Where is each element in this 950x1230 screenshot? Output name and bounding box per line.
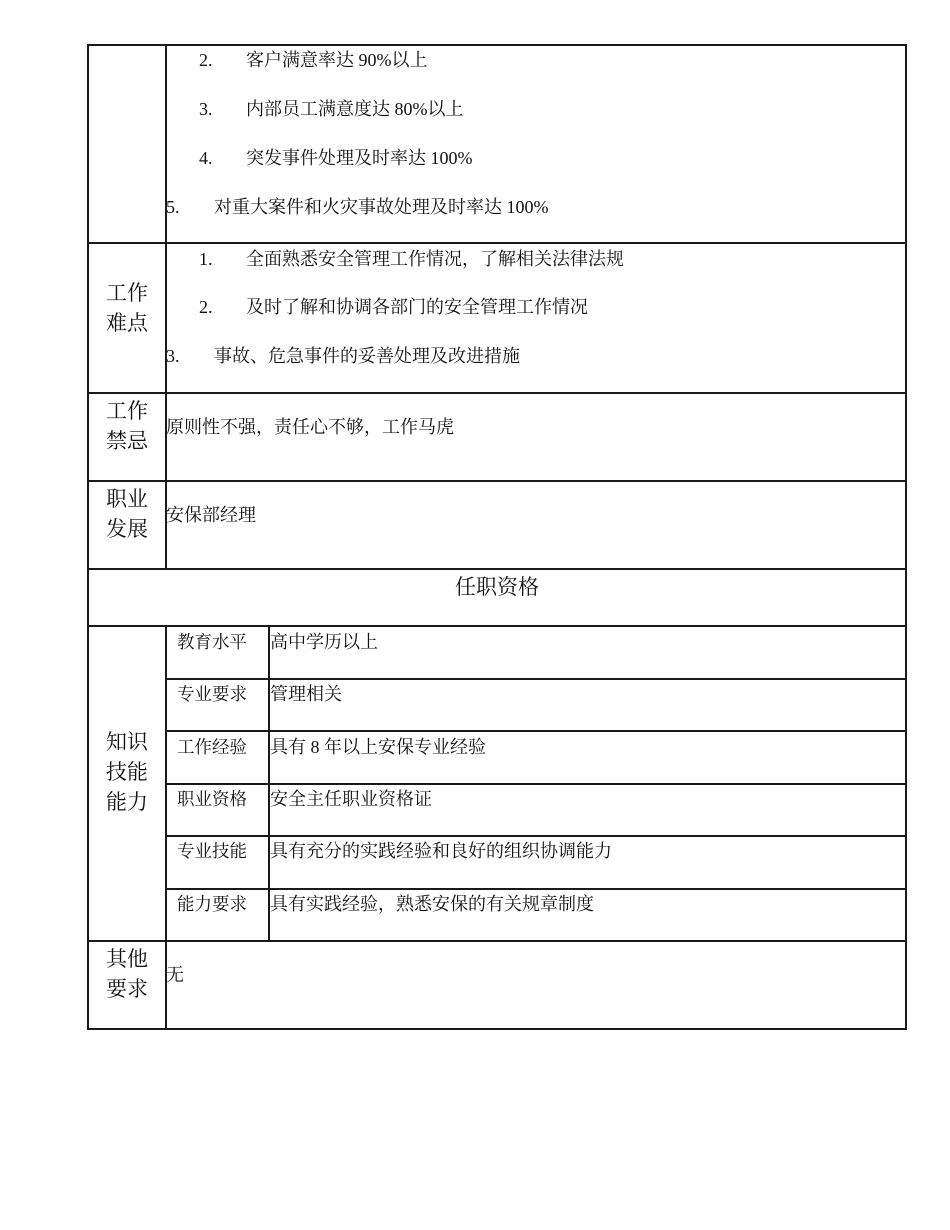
section-label-knowledge-skills: 知识技能能力: [106, 730, 148, 814]
list-item-number: 5.: [166, 197, 180, 217]
sub-row-divider: [165, 730, 907, 732]
sub-row-divider: [165, 835, 907, 837]
row-divider: [87, 940, 907, 942]
section-label-other: 其他要求: [106, 947, 148, 1001]
qualification-label: 专业技能: [177, 841, 247, 861]
list-item-number: 3.: [199, 99, 213, 119]
qualification-value: 管理相关: [270, 684, 342, 704]
qualification-value: 具有 8 年以上安保专业经验: [270, 737, 486, 757]
list-item-text: 事故、危急事件的妥善处理及改进措施: [214, 346, 520, 366]
list-item-number: 4.: [199, 148, 213, 168]
qualification-value: 具有实践经验，熟悉安保的有关规章制度: [270, 894, 594, 914]
list-item-number: 1.: [199, 249, 213, 269]
list-item-number: 3.: [166, 346, 180, 366]
list-item-number: 2.: [199, 297, 213, 317]
row-divider: [87, 480, 907, 482]
sub-row-divider: [165, 783, 907, 785]
row-divider: [87, 625, 907, 627]
other-text: 无: [166, 965, 184, 985]
list-item-text: 客户满意率达 90%以上: [246, 50, 428, 70]
list-item-text: 对重大案件和火灾事故处理及时率达 100%: [214, 197, 549, 217]
section-label-difficulties: 工作难点: [106, 281, 148, 335]
label-column-divider: [165, 44, 167, 570]
row-divider: [87, 242, 907, 244]
taboos-text: 原则性不强，责任心不够，工作马虎: [166, 417, 454, 437]
section-label-taboos: 工作禁忌: [106, 399, 148, 453]
table-border-right: [905, 44, 907, 1030]
table-border-bottom: [87, 1028, 907, 1030]
list-item-text: 突发事件处理及时率达 100%: [246, 148, 473, 168]
qualification-value: 安全主任职业资格证: [270, 789, 432, 809]
qualification-value: 高中学历以上: [270, 632, 378, 652]
qualification-label: 工作经验: [177, 737, 247, 757]
sub-row-divider: [165, 678, 907, 680]
qualification-label: 能力要求: [177, 894, 247, 914]
qualification-label: 职业资格: [177, 789, 247, 809]
row-divider: [87, 392, 907, 394]
list-item-text: 全面熟悉安全管理工作情况，了解相关法律法规: [246, 249, 624, 269]
qualifications-title: 任职资格: [455, 575, 539, 599]
qualification-label: 教育水平: [177, 632, 247, 652]
list-item-text: 内部员工满意度达 80%以上: [246, 99, 464, 119]
list-item-text: 及时了解和协调各部门的安全管理工作情况: [246, 297, 588, 317]
qualification-label: 专业要求: [177, 684, 247, 704]
section-label-career: 职业发展: [106, 487, 148, 541]
career-text: 安保部经理: [166, 505, 256, 525]
qualification-value: 具有充分的实践经验和良好的组织协调能力: [270, 841, 612, 861]
table-border-left: [87, 44, 89, 1030]
sub-row-divider: [165, 888, 907, 890]
table-border-top: [87, 44, 907, 46]
row-divider: [87, 568, 907, 570]
list-item-number: 2.: [199, 50, 213, 70]
